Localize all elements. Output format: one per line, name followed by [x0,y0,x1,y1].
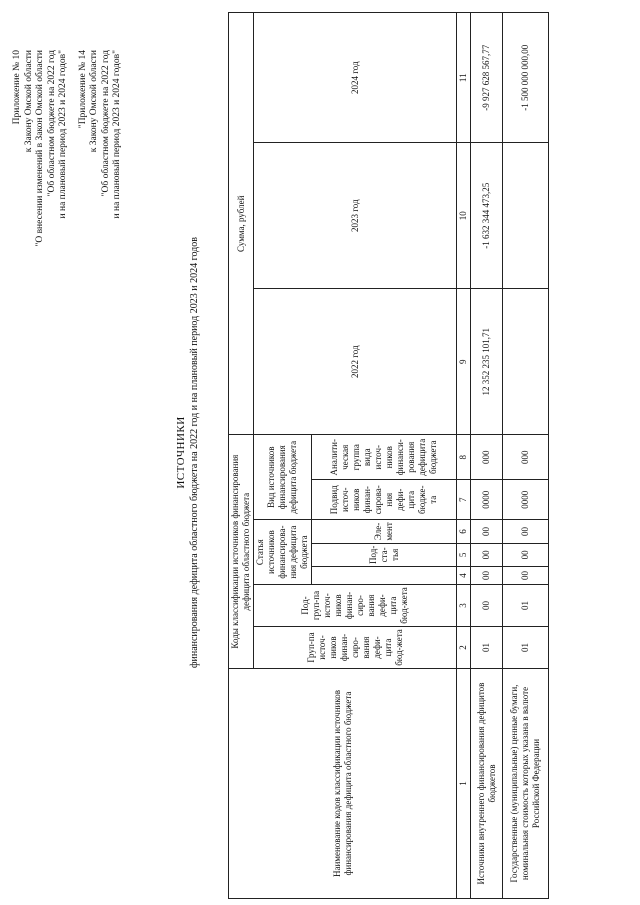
row-code: 00 [471,520,503,543]
header-line: "Об областном бюджете на 2022 год [100,50,111,197]
head-sum: Сумма, рублей [229,13,254,435]
col-number: 4 [457,567,471,585]
head-2022: 2022 год [254,289,457,435]
row-name: Государственные (муниципальные) ценные бумаги, номинальная стоимость которых указана в валюте Российской Федерации [503,669,549,899]
title-main: ИСТОЧНИКИ [175,416,187,489]
head-analytic: Аналити-ческая группа вида источ-ников финанси-рования дефицита бюджета [312,435,457,480]
row-code: 000 [503,435,549,480]
header-line: Приложение № 10 [12,50,22,125]
head-blank [312,567,457,585]
head-subgroup: Под-груп-па источ-ников финан-сиро-вания дефи-цита бюд-жета [254,585,457,627]
col-number: 8 [457,435,471,480]
head-codes: Коды классификации источников финансирования дефицита областного бюджета [229,435,254,669]
head-element: Эле-мент [312,520,457,543]
head-article: Статья источников финансирова-ния дефицита бюджета [254,520,312,585]
col-number: 10 [457,143,471,289]
head-subkind: Подвид источ-ников финан-сирова-ния дефи-цита бюдже-та [312,480,457,520]
header-line: к Закону Омской области [89,50,99,153]
head-group: Груп-па источ-ников финан-сиро-вания дефи-цита бюд-жета [254,627,457,669]
row-code: 0000 [503,480,549,520]
row-code: 000 [471,435,503,480]
col-number: 3 [457,585,471,627]
row-code: 00 [471,585,503,627]
row-sum-2024: -1 500 000 000,00 [503,13,549,143]
appendix-header [12,50,124,247]
head-2024: 2024 год [254,13,457,143]
col-number: 2 [457,627,471,669]
head-kind: Вид источников финансирования дефицита бюджета [254,435,312,520]
row-name: Источники внутреннего финансирования дефицитов бюджетов [471,669,503,899]
col-number: 7 [457,480,471,520]
row-sum-2023 [503,143,549,289]
col-number: 9 [457,289,471,435]
head-subarticle: Под-ста-тья [312,543,457,566]
row-sum-2022: 12 352 235 101,71 [471,289,503,435]
row-code: 00 [471,567,503,585]
header-line: "Об областном бюджете на 2022 год [46,50,57,197]
head-name: Наименование кодов классификации источников финансирования дефицита областного бюджета [229,669,457,899]
row-code: 00 [471,543,503,566]
row-code: 01 [503,627,549,669]
sources-table [228,12,549,899]
row-code: 00 [503,520,549,543]
col-number: 6 [457,520,471,543]
row-code: 01 [503,585,549,627]
header-line: и на плановый период 2023 и 2024 годов" [58,50,68,219]
header-line: "Приложение № 14 [77,50,88,129]
row-sum-2023: -1 632 344 473,25 [471,143,503,289]
table-row [503,13,549,899]
document-title [175,0,200,905]
row-code: 01 [471,627,503,669]
row-code: 00 [503,543,549,566]
row-code: 0000 [471,480,503,520]
col-number: 11 [457,13,471,143]
header-line: "О внесении изменений в Закон Омской области [35,50,45,247]
title-sub: финансирования дефицита областного бюджета на 2022 год и на плановый период 2023 и 2024 годов [189,237,200,668]
col-number: 5 [457,543,471,566]
header-line: к Закону Омской области [23,50,34,153]
row-code: 00 [503,567,549,585]
header-line: и на плановый период 2023 и 2024 годов" [112,50,122,219]
table-row [471,13,503,899]
row-sum-2024: -9 927 628 567,77 [471,13,503,143]
row-sum-2022 [503,289,549,435]
head-2023: 2023 год [254,143,457,289]
col-number: 1 [457,669,471,899]
